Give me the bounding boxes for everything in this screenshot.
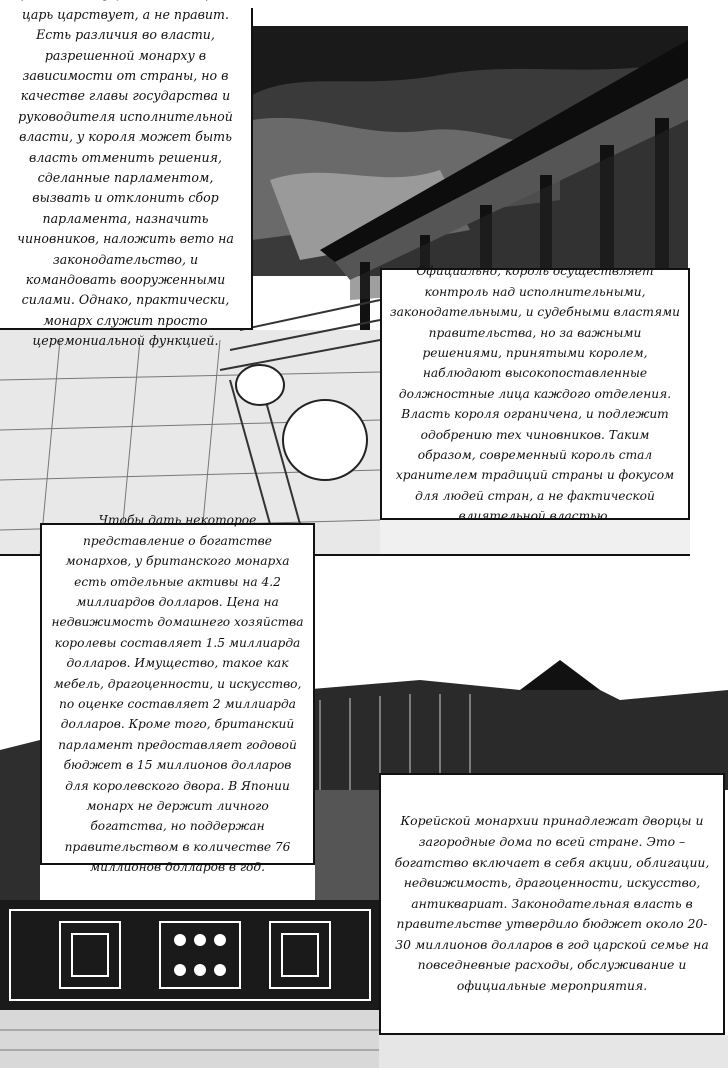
caption-text: Официально, король осуществляет контроль над исполнительными, законодательными, и судебными властями правительства, но за важными решениями, принятыми королем, наблюдают высокопоставленные должностные лица каждого отделения. Власть короля ограничена, и подлежит одобрению тех чиновников. Таким образом, современный король стал хранителем традиций страны и фокусом для людей стран, а не фактической влиятельной властью. (390, 264, 681, 524)
caption-text: Чтобы дать некоторое представление о богатстве монархов, у британского монарха есть отдельные активы на 4.2 миллиардов долларов. Цена на недвижимость домашнего хозяйства королевы составляет 1.5 миллиарда долларов. Имущество, такое как мебель, драгоценности, и искусство, по оценке составляет 2 миллиарда долларов. Кроме того, британский парламент предоставляет годовой бюджет в 15 миллионов долларов для королевского двора. В Японии монарх не держит личного богатства, но поддержан правительством в количестве 76 миллионов долларов в год. (51, 513, 304, 875)
caption-official-control (380, 264, 690, 524)
caption-constitutional-monarchy (0, 6, 253, 349)
caption-monarch-wealth (40, 513, 315, 875)
caption-text: Корейской монархии принадлежат дворцы и загородные дома по всей стране. Это – богатство включает в себя акции, облигации, недвижимость, драгоценности, искусство, антиквариат. Законодательная власть в правительстве утвердило бюджет около 20-30 миллионов долларов в год царской семье на повседневные расходы, обслуживание и официальные мероприятия. (394, 813, 710, 994)
caption-text: царь царствует, а не правит. Есть различия во власти, разрешенной монарху в зависимости от страны, но в качестве главы государства и руководителя исполнительной власти, у короля может быть власть отменить решения, сделанные парламентом, вызвать и отклонить сбор парламента, назначить чиновников, наложить вето на законодательство, и командовать вооруженными силами. Однако, практически, монарх служит просто церемониальной функцией. (17, 6, 234, 349)
caption-korean-monarchy (379, 773, 725, 1035)
